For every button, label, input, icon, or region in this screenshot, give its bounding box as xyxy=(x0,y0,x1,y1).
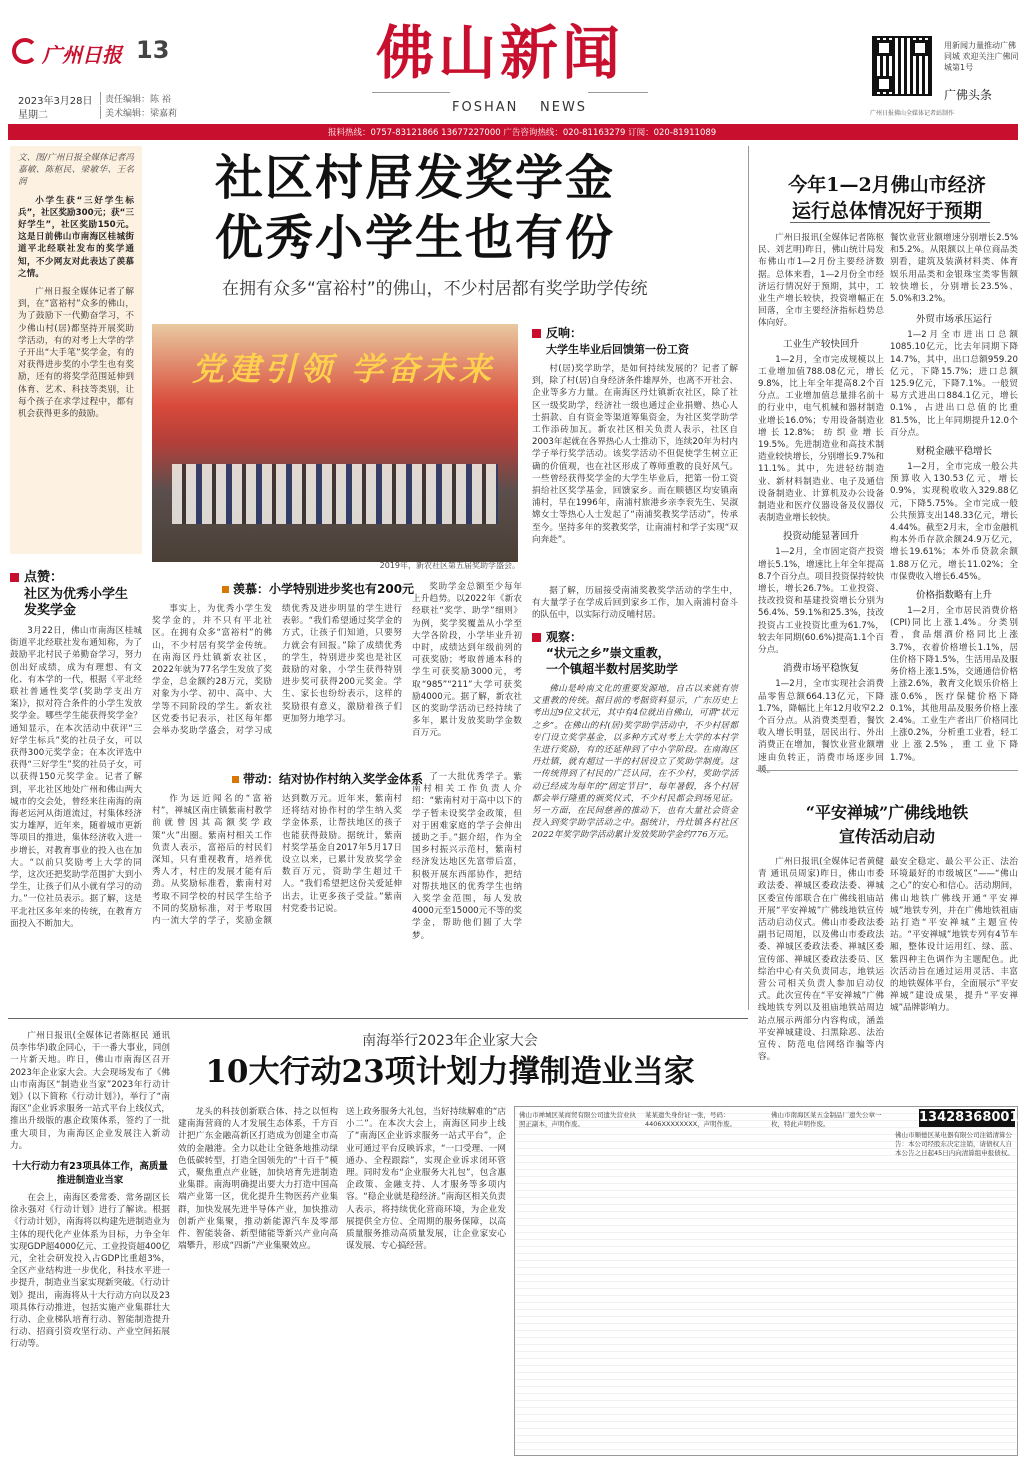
section-en-right: NEWS xyxy=(540,100,588,115)
lead-headline-1: 社区村居发奖学金 xyxy=(215,150,616,206)
point-title-1: 社区为优秀小学生 xyxy=(24,587,129,602)
economy-title-1: 今年1—2月佛山市经济 xyxy=(788,174,986,196)
point-section xyxy=(10,566,142,1006)
economy-title-2: 运行总体情况好于预期 xyxy=(791,200,982,222)
qr-description: 用新闻力量推动广佛同城 欢迎关注广佛同城第1号 xyxy=(944,41,1019,72)
hotline-text: 报料热线：0757-83121866 13677227000 广告咨询热线：020-81163279 订阅：020-81911089 xyxy=(328,128,717,138)
point-body: 3月22日，佛山市南海区桂城街道平北经联社发布通知称，为了鼓励平北村民子弟勤奋学习，努力创出好成绩，成为有理想、有文化、有本学的一代，根据《平北经联社普通性奖学(奖助学支出方案)》，拟对符合条件的小学生发放奖学金。哪些学生能获得奖学金？通知显示，在本次活动中获评“三好学生标兵”奖的社员子女，可以获得300元奖学金；在本次评选中获得“三好学生”奖的社员子女，可以获得150元奖学金。记者了解到，平北社区地处广州和佛山两大城市的交会处，曾经来往南海的南海老运河从街道流过，村集体经济实力雄厚，近年来，随着城市更新等项目的推进，集体经济收入进一步增长，对教育事业的投入也在加大。“以前只奖励考上大学的同学，这次还把奖助学范围扩大到小学生，让孩子们从小就有学习的动力。”一位社员表示。据了解，这是平北社区多年来的传统，在教育方面投入不断加大。 xyxy=(10,626,142,929)
photo-caption: 2019年，新农社区第五届奖助学盛会。 xyxy=(379,561,520,570)
sidebar-b-body: 作为远近闻名的“富裕村”，禅城区南庄镇紫南村教学前就曾因其高额奖学政策“火”出圈。紫南村相关工作负责人表示，富裕后的村民们深知，只有重视教育，培养优秀人才，村庄的发展才能有后劲。从奖励标准看，紫南村对考取不同学校的村民学生给予不同的奖励标准，对于考取国内一流大学的学子，奖励金额达到数万元。近年来，紫南村还将结对协作村的学生纳入奖学金体系，让帮扶地区的孩子也能获得鼓励。据统计，紫南村奖学基金自2017年5月17日设立以来，已累计发放奖学金数百万元，资助学生超过千人。“我们希望把这份关爱延伸出去，让更多孩子受益。”紫南村党委书记说。 xyxy=(152,794,402,927)
ad-col-1: 佛山市禅城区某商贸有限公司遗失营业执照正副本，声明作废。 xyxy=(519,1111,636,1128)
observe-title-1: “状元之乡”崇文重教， xyxy=(546,646,670,660)
observe-section xyxy=(532,628,738,1010)
economy-sub3: 消费市场平稳恢复 xyxy=(782,663,859,675)
economy-sub4: 外贸市场承压运行 xyxy=(915,314,992,326)
lead-intro-box xyxy=(10,146,142,554)
section-en-left: FOSHAN xyxy=(452,100,519,115)
section-title: 佛山新闻 xyxy=(375,19,624,87)
sidebar-b-title: 带动：结对协作村纳入奖学金体系 xyxy=(243,772,424,786)
economy-left-col xyxy=(758,232,884,762)
logo-swirl-icon xyxy=(12,38,38,64)
observe-title-2: 一个镇超半数村居奖助学 xyxy=(546,662,679,676)
feedback-title: 大学生毕业后回馈第一份工资 xyxy=(546,343,689,356)
qr-brand: 广佛头条 xyxy=(944,88,993,102)
section-marker xyxy=(532,329,541,338)
economy-sub5: 财税金融平稳增长 xyxy=(915,446,992,458)
industry-lead xyxy=(10,1030,170,1460)
sidebar-b-col3: 了一大批优秀学子。紫南村相关工作负责人介绍：“紫南村对于高中以下的学子暂未设奖学金政策，但对于困难家庭的学子会伸出援助之手。”据介绍，作为全国乡村振兴示范村，紫南村经济发达地区先富带后富，积极开展东西部协作，把结对帮扶地区的优秀学生也纳入奖学金范围，每人发放4000元至15000元不等的奖学金，帮助他们圆了大学梦。 xyxy=(412,772,522,941)
industry-kicker: 南海举行2023年企业家大会 xyxy=(362,1033,538,1049)
section-marker xyxy=(532,633,541,642)
economy-right-col xyxy=(890,232,1018,762)
ad-col-4: 佛山市顺德区某电器有限公司注销清算公告：本公司经股东决定注销，请债权人自本公告之日起45日内向清算组申报债权。 xyxy=(895,1131,1014,1157)
qr-code[interactable] xyxy=(872,36,932,96)
byline: 文、图/广州日报全媒体记者冯嘉敏、陈枢民、梁敏华、王名润 xyxy=(18,153,134,188)
economy-sub1: 工业生产较快回升 xyxy=(782,338,859,350)
industry-sub1: 十大行动力有23项具体工作，高质量推进制造业当家 xyxy=(12,1161,168,1187)
lead-subhead: 在拥有众多“富裕村”的佛山，不少村居都有奖学助学传统 xyxy=(222,279,648,299)
industry-lead-text: 广州日报讯(全媒体记者陈枢民 通讯员李伟华)敢企同心，干一番大事业，同创一片新天地。昨日，佛山市南海区召开2023年企业家大会。大会现场发布了《佛山市南海区“制造业当家”2023年行动计划》(以下简称《行动计划》)，举行了“南海区”企业诉求服务一站式平台上线仪式，推出升级版的惠企政策体系，签约了一批重大项目，为南海区企业发展注入新动力。 xyxy=(10,1031,170,1151)
classified-ads xyxy=(514,1106,1018,1456)
economy-sub2: 投资动能显著回升 xyxy=(782,531,859,543)
observe-body: 佛山是岭南文化的重要发源地，自古以来就有崇文重教的传统。据目前的考据资料显示，广东历史上考出过9位文状元，其中有4位就出自佛山，可谓“状元之乡”。在佛山的村(居)奖学助学活动中，不少村居都专门设立奖学基金，以多种方式对考上大学的本村学生进行奖励，有的还延伸到了中小学阶段。在南海区丹灶镇，就有超过一半的村居设立了奖助学制度。这一传统得到了村民的广泛认同，在不少村，奖助学活动已经成为每年的“固定节目”，每年暑假，各个村居都会举行隆重的颁奖仪式，不少村民都会到场见证。另一方面，在民间慈善的推动下，也有大量社会资金投入到奖学助学活动之中。据统计，丹灶镇各村社区2022年奖学助学活动累计发放奖助学金约776万元。 xyxy=(532,684,738,841)
feedback-body: 村(居)奖学助学，是如何持续发展的？记者了解到，除了村(居)自身经济条件雄厚外，也离不开社会、企业等多方力量。在南海区丹灶镇新农社区，除了社区一级奖助学，经济社一级也通过企业捐赠、热心人士捐款、自有资金等渠道筹集资金，为社区奖学助学工作添砖加瓦。新农社区相关负责人表示，社区自2003年起就在各界热心人士推动下，连续20年为村内学子举行奖学活动。该奖学活动不但促使学生树立正确的价值观，也在社区形成了尊师重教的良好风气。一些曾经获得奖学金的大学生毕业后，把第一份工资捐给社区奖学基金，回馈家乡。而在顺德区均安镇南浦村，早在1996年，南浦村旅港乡亲李衮先生、吴淑嫦女士等热心人士发起了“南浦奖教奖学活动”，传承至今。坚持多年的奖教奖学，让南浦村和学子实现“双向奔赴”。 xyxy=(532,364,738,545)
masthead xyxy=(0,0,1024,128)
sidebar-a xyxy=(152,580,522,760)
ad-col-3: 佛山市南海区某五金制品厂遗失公章一枚，特此声明作废。 xyxy=(771,1111,882,1128)
ad-col-2: 某某遗失身份证一张，号码：4406XXXXXXXX，声明作废。 xyxy=(645,1111,737,1128)
metro-body: 广州日报讯(全媒体记者黄健青 通讯员周家)昨日，佛山市委政法委、禅城区委政法委、禅城区委宣传部联合在广佛线祖庙站开展“平安禅城”广佛线地铁宣传活动启动仪式。佛山市委政法委副书记周旭，以及佛山市委政法委、禅城区委政法委、禅城区委宣传部、禅城区委政法委员、区综治中心有关负责同志，地铁运营公司相关负责人参加启动仪式。此次宣传在“平安禅城”广佛线地铁专列以及祖庙地铁站周边站点展示两部分内容构成，涵盖平安禅城建设、扫黑除恶、法治宣传、防范电信网络诈骗等内容。 xyxy=(758,857,884,1063)
industry-sub1-body: 在会上，南海区委常委、常务副区长徐永强对《行动计划》进行了解读。根据《行动计划》，南海将以构建先进制造业为主体的现代化产业体系为目标，力争全年实现GDP超4000亿元、工业投资超400亿元，全社会研发投入占GDP比重超3%，全区产业结构进一步优化，科技水平进一步提升，制造业当家实现新突破。《行动计划》提出，南海将从十大行动方向以及23项具体行动推进，包括实施产业集群壮大行动、企业梯队培育行动、智能制造提升行动、招商引资攻坚行动、产业空间拓展行动等。 xyxy=(10,1193,170,1350)
industry-col2: 龙头的科技创新联合体、持之以恒构建南海营商的人才发展生态体系，千方百计把广东金融高新区打造成为创建全市高效的金融港。全力以赴让全链条地推动绿色低碳转型，打造全国领先的“十百千”模式，聚焦重点产业链，加快培育先进制造业集群。南海明确提出要大力打造中国高端产业第一区，优化提升生物医药产业集群，加快发展先进半导体产业，加快推动创新产业集聚，推动新能源汽车及零部件、智能装备、新型储能等新兴产业向高端攀升，形成“四新”产业集聚效应。 xyxy=(178,1107,338,1252)
industry-col3: 送上政务服务大礼包，当好持续解难的“店小二”。在本次大会上，南海区同步上线了“南海区企业诉求服务一站式平台”，企业可通过平台反映诉求，“一口受理、一网通办、全程跟踪”，实现企业诉求闭环管理。同时发布“企业服务大礼包”，包含惠企政策、金融支持、人才服务等多项内容。“稳企业就是稳经济。”南海区相关负责人表示，将持续优化营商环境，为企业发展提供全方位、全周期的服务保障，以高质量服务推动高质量发展，让企业家安心谋发展、专心搞经营。 xyxy=(346,1107,506,1252)
metro-title-2: 宣传活动启动 xyxy=(838,827,935,846)
sidebar-a-title: 羡慕：小学特别进步奖也有200元 xyxy=(233,582,415,596)
feedback-tag: 反响： xyxy=(546,326,583,340)
page-number: 13 xyxy=(136,36,170,64)
metro-col2: 最安全稳定、最公平公正、法治环境最好的市级城区”——“佛山之心”的安心和信心。活动期间，佛山地铁广佛线开通“平安禅城”地铁专列，并在广佛地铁祖庙站打造“平安禅城”主题宣传站。“平安禅城”地铁专列有4节车厢，整体设计运用红、绿、蓝、紫四种主色调作为主题配色。此次活动旨在通过运用灵活、丰富的地铁媒体平台，全面展示“平安禅城”建设成果，提升“平安禅城”品牌影响力。 xyxy=(890,857,1018,1014)
editor-2: 美术编辑：梁嘉莉 xyxy=(100,106,177,119)
economy-right-top: 餐饮业营业额增速分别增长2.5%和5.2%。从限额以上单位商品类别看，建筑及装潢材料类、体育娱乐用品类和金银珠宝类零售额较快增长，分别增长23.5%、5.0%和3.2%。 xyxy=(890,233,1018,305)
hotline-bar xyxy=(8,124,1018,140)
point-title-2: 发奖学金 xyxy=(24,603,77,618)
industry-title: 10大行动23项计划力撑制造业当家 xyxy=(205,1054,695,1090)
lead-intro: 小学生获“三好学生标兵”，社区奖励300元；获“三好学生”，社区奖励150元。这是日前佛山市南海区桂城街道平北经联社发布的奖学通知，不少网友对此表达了羡慕之情。 xyxy=(18,195,134,279)
paper-name: 广州日报 xyxy=(42,43,122,67)
ad-phone: 13428368001 xyxy=(919,1110,1019,1125)
observe-tag: 观察： xyxy=(546,630,583,644)
economy-lead: 广州日报讯(全媒体记者陈枢民、刘艺明)昨日，佛山统计局发布佛山市1—2月份主要经济数据。总体来看，1—2月份全市经济运行情况好于预期，其中，工业生产增长较快，投资增幅正在回落，全市主要经济指标趋势总体向好。 xyxy=(758,233,884,329)
economy-sub1-body: 1—2月，全市完成规模以上工业增加值788.08亿元，增长9.8%，比上年全年提高8.2个百分点。工业增加值总量排名前十的行业中，电气机械和器材制造业增长16.0%；专用设备制造业增长12.8%；纺织业增长19.5%。先进制造业和高技术制造业较快增长，分别增长9.7%和11.1%。其中，先进轻纺制造业、新材料制造业、电子及通信设备制造业、计算机及办公设备制造业和医疗仪器设备及仪器仪表制造业增长较快。 xyxy=(758,354,884,524)
editor-1: 责任编辑：陈 裕 xyxy=(100,92,171,105)
paper-logo xyxy=(12,36,132,68)
sidebar-b xyxy=(152,770,522,1010)
economy-sub3-body: 1—2月，全市实现社会消费品零售总额664.13亿元，下降1.7%，降幅比上年12月收窄2.2个百分点。从消费类型看，餐饮收入增长明显，居民出行、外出消费正在增加，餐饮业营业额增速由负转正，消费市场逐步回 xyxy=(758,679,884,763)
feedback-section xyxy=(532,324,738,620)
issue-weekday: 星期二 xyxy=(18,110,48,121)
photo-banner: 党建引领 学奋未来 xyxy=(192,350,496,388)
economy-sub4-body: 1—2月全市进出口总额1085.10亿元，比去年同期下降14.7%，其中，出口总额959.20亿元，下降15.7%；进口总额125.9亿元，下降7.1%。一般贸易方式进出口884.1亿元，增长0.1%，占进出口总值的比重81.5%，比上年同期提升12.0个百分点。 xyxy=(890,330,1018,438)
economy-sub6-body: 1—2月，全市居民消费价格(CPI)同比上涨1.4%。分类别看，食品烟酒价格同比上涨3.7%，衣着价格增长1.1%，居住价格下降1.5%，生活用品及服务价格上涨1.5%，交通通信价格上涨2.6%，教育文化娱乐价格上涨0.6%，医疗保健价格下降0.1%，其他用品及服务价格上涨2.4%。工业生产者出厂价格同比上涨0.2%，分析重工业看，轻工业上涨2.5%，重工业下降1.7%。 xyxy=(890,606,1018,763)
economy-sub5-body: 1—2月，全市完成一般公共预算收入130.53亿元，增长0.9%，实现税收收入329.88亿元，下降5.75%。全市完成一般公共预算支出148.33亿元，增长4.44%。截至2月末，全市金融机构本外币存款余额24.9万亿元，增长19.61%；本外币贷款余额1.88万亿元，增长11.02%；全市保费收入增长6.45%。 xyxy=(890,462,1018,582)
issue-date: 2023年3月28日 xyxy=(18,96,93,107)
economy-sub2-body: 1—2月，全市固定资产投资增长5.1%，增速比上年全年提高8.7个百分点。项目投资保持较快增长，增长26.7%。工业投资、技改投资和基建投资增长分别为56.4%、59.1%和25.3%，技改投资占工业投资比重为61.7%，较去年同期(60.6%)提高1.1个百分点。 xyxy=(758,547,884,656)
feedback-col2: 据了解，历届接受南浦奖教奖学活动的学生中，有大量学子在学成后回到家乡工作，加入南浦村奋斗的队伍中，以实际行动反哺村居。 xyxy=(532,586,738,621)
sidebar-a-body: 事实上，为优秀小学生发奖学金的，并不只有平北社区。在拥有众多“富裕村”的佛山，不少村居有奖学金传统。在南海区丹灶镇新农社区，2022年就为77名学生发放了奖学金，总金额约28万元，奖励对象为小学、初中、高中、大学等不同阶段的学生。新农社区党委书记表示，社区每年都会举办奖助学盛会，对学习成绩优秀及进步明显的学生进行表彰。“我们希望通过奖学金的方式，让孩子们知道，只要努力就会有回报。”除了成绩优秀的学生，特别进步奖也是社区鼓励的对象，小学生获得特别进步奖可获得200元奖金。学生、家长也纷纷表示，这样的奖励很有意义，激励着孩子们更加努力地学习。 xyxy=(152,604,402,737)
lead-photo xyxy=(152,324,518,562)
metro-title-1: “平安禅城”广佛线地铁 xyxy=(805,803,969,822)
point-tag: 点赞： xyxy=(24,570,64,585)
section-marker xyxy=(232,776,239,783)
section-marker xyxy=(10,573,19,582)
lead-intro-2: 广州日报全媒体记者了解到，在“富裕村”众多的佛山，为了鼓励下一代勤奋学习，不少佛山村(居)都坚持开展奖助学活动，有的对考上大学的学子开出“大手笔”奖学金，有的对获得进步奖的小学生也有奖励，还有的将奖学范围延伸到体育、艺术、科技等类别，让每个孩子在求学过程中，都有机会获得更多的鼓励。 xyxy=(18,287,134,420)
qr-credit: 广州日报佛山全媒体记者站制作 xyxy=(870,110,955,117)
lead-headline-2: 优秀小学生也有份 xyxy=(215,210,616,266)
sidebar-a-col3: 奖助学金总额至少每年上升趋势。以2022年《新农经联社“奖学、助学”细则》为例，奖学奖覆盖从小学至大学各阶段，小学毕业升初中时，成绩达到年级前列的可获奖励；考取普通本科的学生可获奖励3000元，考取“985”“211”大学可获奖励4000元。据了解，新农社区的奖助学活动已经持续了多年，累计发放奖助学金数百万元。 xyxy=(412,582,522,739)
economy-sub6: 价格指数略有上升 xyxy=(915,590,992,602)
section-marker xyxy=(222,586,229,593)
